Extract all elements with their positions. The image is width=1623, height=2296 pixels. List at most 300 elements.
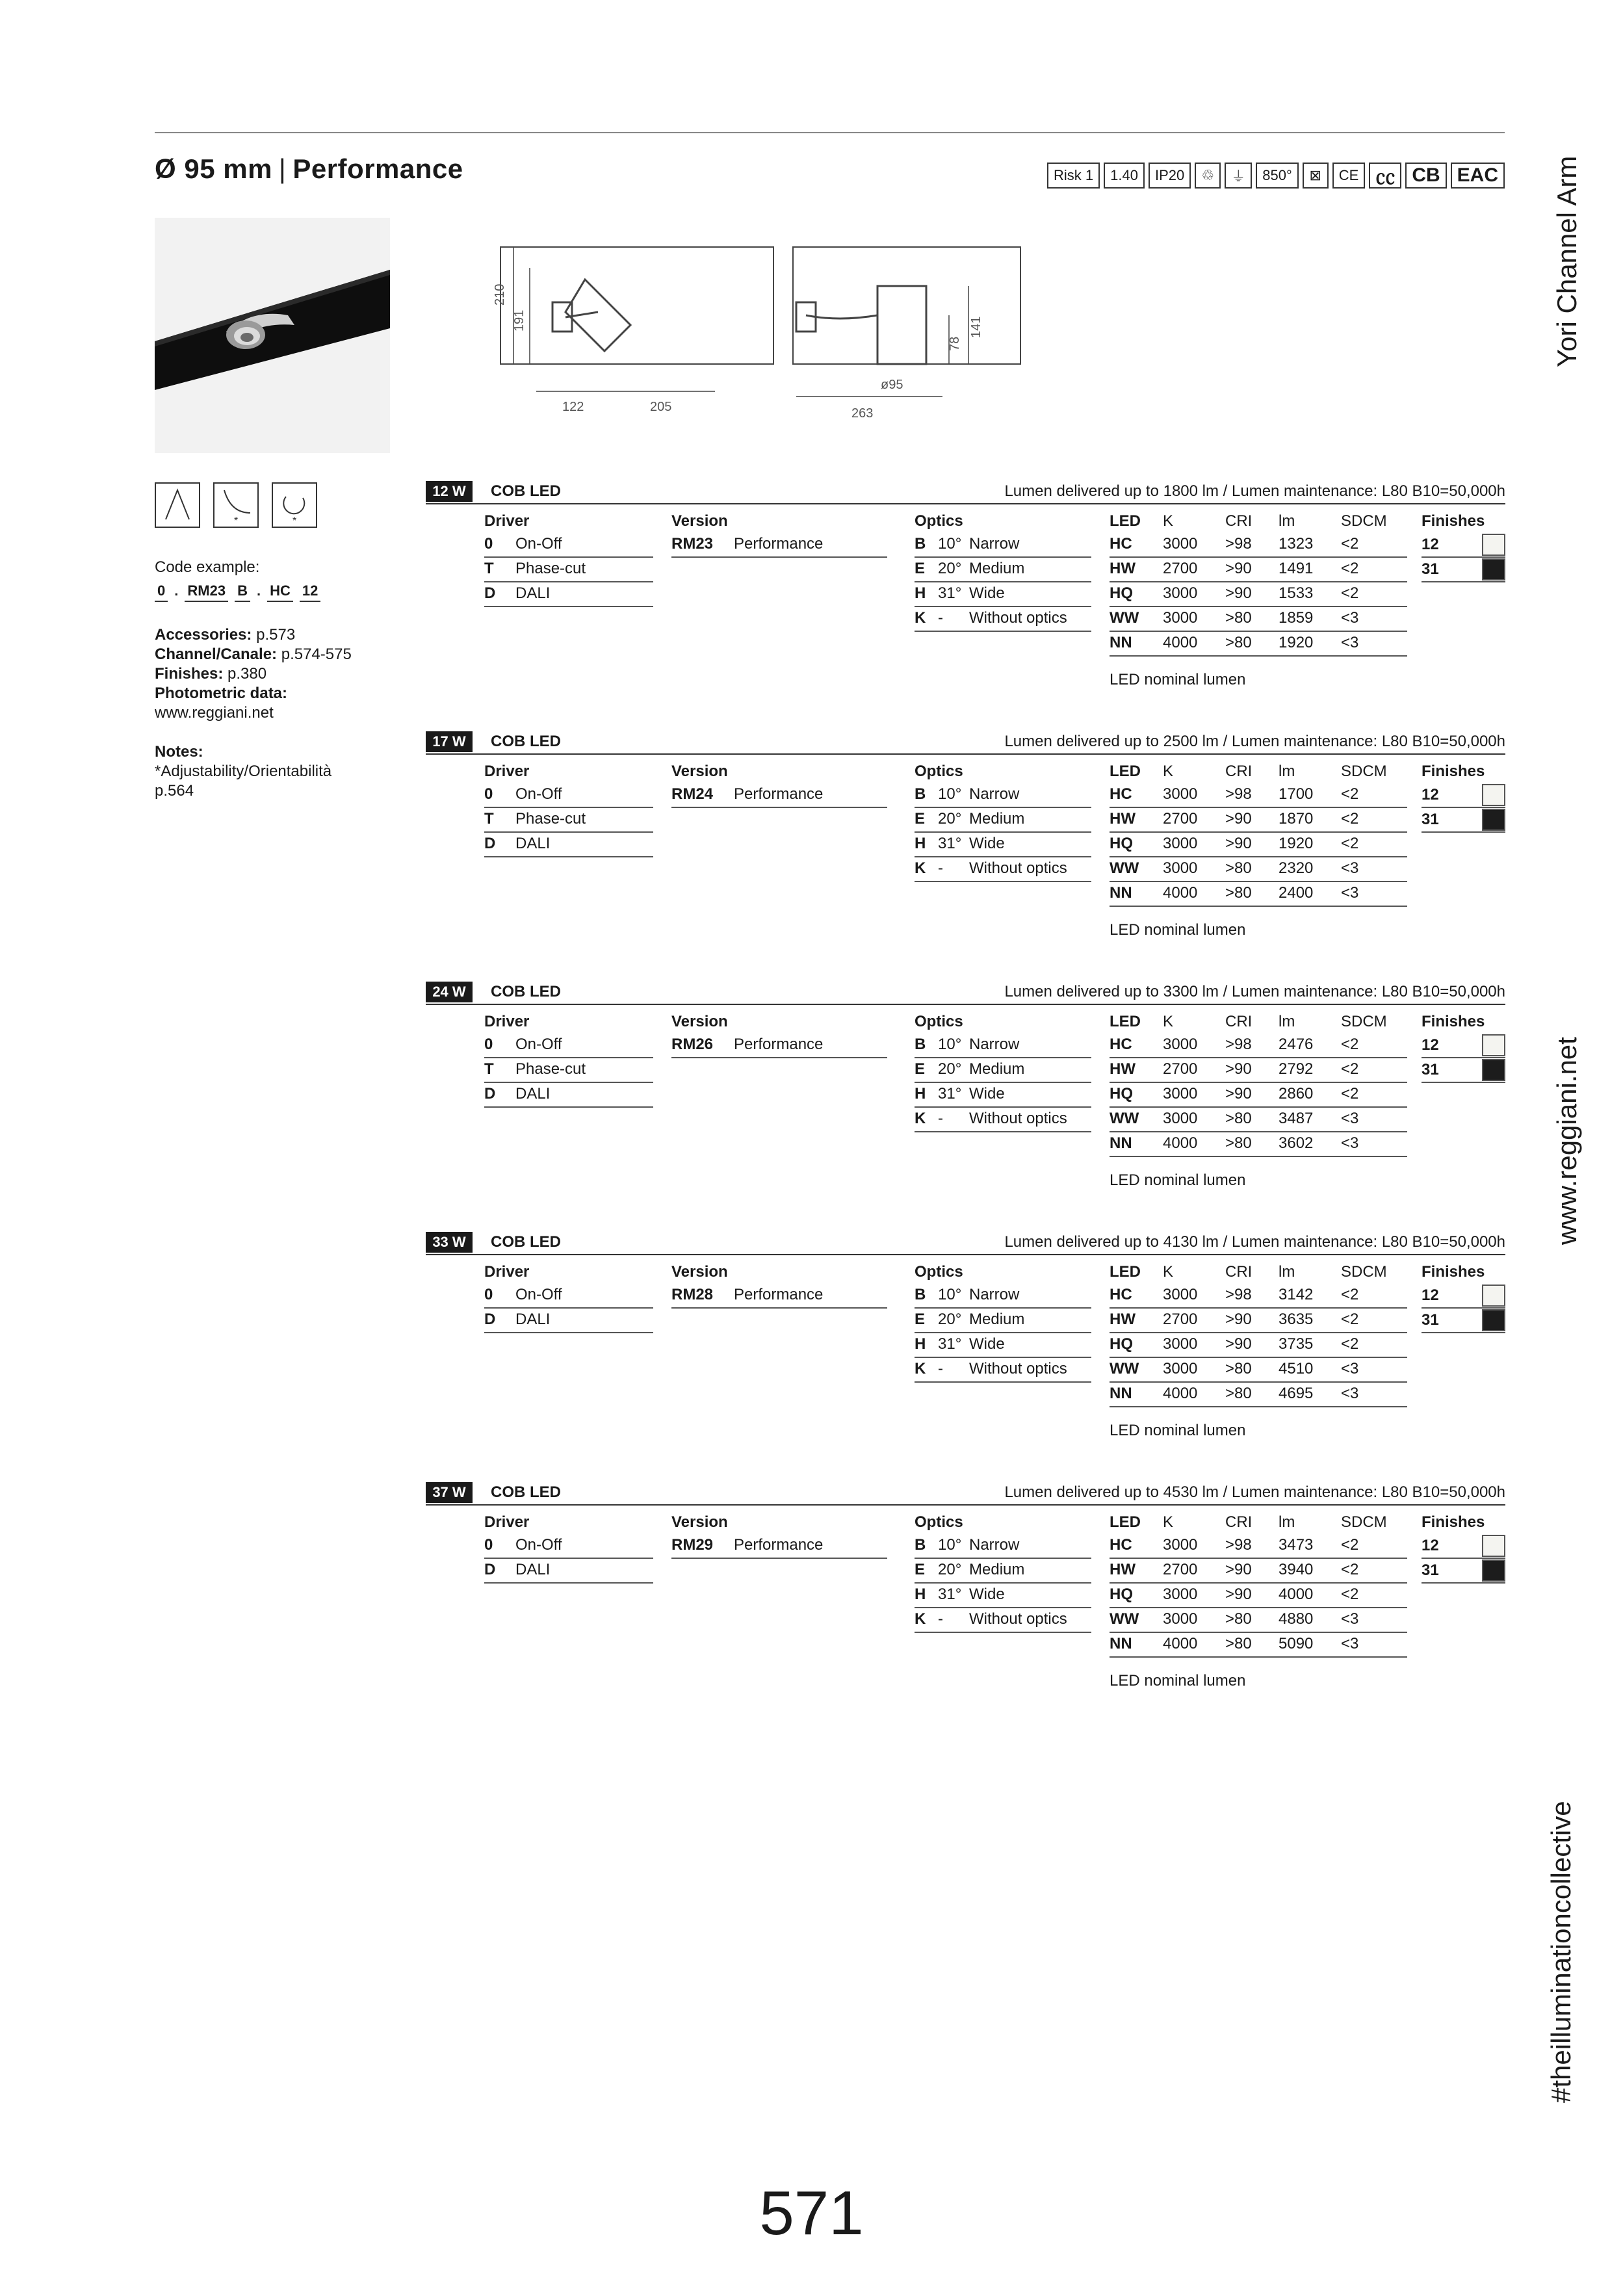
driver-row — [484, 558, 653, 582]
optics-name: Narrow — [969, 785, 1020, 803]
led-cell: <3 — [1341, 1610, 1359, 1628]
driver-row — [484, 1058, 653, 1083]
led-cell: >90 — [1225, 835, 1252, 852]
finishes-header: Finishes — [1422, 1513, 1485, 1531]
led-cell: <3 — [1341, 1110, 1359, 1127]
notes-line-1: *Adjustability/Orientabilità — [155, 763, 332, 780]
lumen-info: Lumen delivered up to 4530 lm / Lumen maintenance: L80 B10=50,000h — [1004, 1483, 1505, 1501]
led-header-sdcm: SDCM — [1341, 763, 1387, 780]
led-header-led: LED — [1110, 763, 1141, 780]
optics-name: Without optics — [969, 859, 1067, 877]
certification-badge: ⊠ — [1303, 163, 1329, 189]
code-part: 12 — [300, 581, 320, 602]
optics-name: Medium — [969, 1311, 1025, 1328]
led-row — [1110, 1534, 1407, 1559]
optics-name: Without optics — [969, 1610, 1067, 1628]
led-row — [1110, 1309, 1407, 1333]
optics-angle: 20° — [938, 1311, 962, 1328]
led-cell: 3000 — [1163, 535, 1198, 553]
driver-code: D — [484, 835, 496, 852]
optics-row — [915, 582, 1091, 607]
driver-name: On-Off — [515, 1036, 562, 1053]
driver-name: Phase-cut — [515, 810, 586, 828]
dim-122: 122 — [562, 400, 584, 414]
led-row — [1110, 1108, 1407, 1132]
driver-header: Driver — [484, 763, 530, 780]
led-cell: <3 — [1341, 1635, 1359, 1652]
driver-column — [484, 1010, 653, 1108]
optics-row — [915, 1608, 1091, 1633]
optics-name: Medium — [969, 810, 1025, 828]
code-part: B — [235, 581, 250, 602]
optics-angle: - — [938, 1610, 943, 1628]
product-section — [426, 731, 1505, 972]
version-name: Performance — [734, 1036, 824, 1053]
photometric-label: Photometric data: — [155, 685, 288, 702]
version-row — [671, 783, 887, 808]
led-row — [1110, 1584, 1407, 1608]
optics-code: H — [915, 584, 926, 602]
channel-ref — [155, 645, 352, 664]
led-cell: 2860 — [1279, 1085, 1314, 1102]
led-cell: 2700 — [1163, 810, 1198, 828]
led-cell: <3 — [1341, 884, 1359, 902]
led-header — [1110, 1010, 1407, 1034]
optics-code: B — [915, 785, 926, 803]
driver-header: Driver — [484, 1263, 530, 1281]
finishes-header: Finishes — [1422, 512, 1485, 530]
finish-row — [1422, 808, 1505, 833]
sidebar-website: www.reggiani.net — [1552, 1037, 1582, 1245]
version-header: Version — [671, 512, 728, 530]
finish-code: 31 — [1422, 1311, 1439, 1329]
accessories-label: Accessories: — [155, 626, 252, 644]
driver-name: DALI — [515, 1561, 551, 1578]
optics-row — [915, 1058, 1091, 1083]
driver-name: On-Off — [515, 785, 562, 803]
version-code: RM26 — [671, 1036, 714, 1053]
led-cell: <3 — [1341, 1385, 1359, 1402]
optics-row — [915, 1284, 1091, 1309]
led-header-led: LED — [1110, 1013, 1141, 1030]
references — [155, 625, 352, 723]
code-part: . — [174, 582, 179, 599]
led-cell: 3000 — [1163, 1110, 1198, 1127]
driver-name: DALI — [515, 835, 551, 852]
led-cell: 4000 — [1163, 884, 1198, 902]
optics-name: Narrow — [969, 1286, 1020, 1303]
led-row — [1110, 607, 1407, 632]
driver-code: T — [484, 810, 494, 828]
optics-name: Wide — [969, 835, 1005, 852]
led-cell: 3487 — [1279, 1110, 1314, 1127]
version-code: RM28 — [671, 1286, 714, 1303]
led-cell: 3000 — [1163, 1360, 1198, 1377]
led-cell: >90 — [1225, 1561, 1252, 1578]
led-cell: >80 — [1225, 1635, 1252, 1652]
led-row — [1110, 1058, 1407, 1083]
optics-name: Without optics — [969, 1360, 1067, 1377]
wattage-badge: 24 W — [426, 982, 473, 1002]
led-cell: 1870 — [1279, 810, 1314, 828]
optics-angle: 20° — [938, 810, 962, 828]
led-row — [1110, 1034, 1407, 1058]
certification-badge: 1.40 — [1104, 163, 1145, 189]
led-row — [1110, 1284, 1407, 1309]
driver-name: DALI — [515, 584, 551, 602]
led-cell: >80 — [1225, 1360, 1252, 1377]
led-row — [1110, 1633, 1407, 1658]
led-cell: >90 — [1225, 1311, 1252, 1328]
optics-code: K — [915, 859, 926, 877]
lumen-info: Lumen delivered up to 2500 lm / Lumen maintenance: L80 B10=50,000h — [1004, 733, 1505, 750]
led-cell: <3 — [1341, 859, 1359, 877]
optics-row — [915, 533, 1091, 558]
wattage-badge: 17 W — [426, 731, 473, 752]
led-cell: 3635 — [1279, 1311, 1314, 1328]
optics-angle: 10° — [938, 1536, 962, 1554]
finish-code: 31 — [1422, 560, 1439, 578]
beam-icon-graphic — [156, 484, 199, 527]
optics-header: Optics — [915, 1263, 963, 1281]
led-cell: 3000 — [1163, 785, 1198, 803]
certification-badge: ⏚ — [1225, 163, 1252, 189]
led-cell: >90 — [1225, 560, 1252, 577]
finish-swatch — [1482, 1559, 1505, 1582]
feature-icons — [155, 482, 317, 528]
optics-name: Narrow — [969, 1036, 1020, 1053]
led-cell: HC — [1110, 785, 1132, 803]
led-row — [1110, 882, 1407, 907]
dim-191: 191 — [512, 309, 526, 332]
code-part: RM23 — [185, 581, 228, 602]
led-header-cri: CRI — [1225, 763, 1253, 780]
accessories-ref — [155, 625, 352, 645]
led-cell: >98 — [1225, 1286, 1252, 1303]
led-cell: 2700 — [1163, 1060, 1198, 1078]
led-cell: 3000 — [1163, 609, 1198, 627]
led-cell: 3602 — [1279, 1134, 1314, 1152]
led-cell: NN — [1110, 634, 1132, 651]
optics-code: B — [915, 535, 926, 553]
version-row — [671, 1034, 887, 1058]
driver-name: Phase-cut — [515, 1060, 586, 1078]
finish-row — [1422, 533, 1505, 558]
svg-text:*: * — [292, 515, 297, 527]
led-column — [1110, 1511, 1407, 1690]
led-column — [1110, 1260, 1407, 1440]
driver-row — [484, 783, 653, 808]
lumen-info: Lumen delivered up to 1800 lm / Lumen maintenance: L80 B10=50,000h — [1004, 482, 1505, 500]
led-cell: WW — [1110, 1110, 1139, 1127]
led-cell: WW — [1110, 1360, 1139, 1377]
optics-name: Medium — [969, 1060, 1025, 1078]
optics-name: Narrow — [969, 535, 1020, 553]
optics-row — [915, 1534, 1091, 1559]
led-cell: >80 — [1225, 609, 1252, 627]
finish-row — [1422, 1034, 1505, 1058]
driver-header: Driver — [484, 1013, 530, 1030]
led-cell: HQ — [1110, 584, 1133, 602]
optics-code: B — [915, 1286, 926, 1303]
led-cell: NN — [1110, 884, 1132, 902]
led-row — [1110, 582, 1407, 607]
notes — [155, 742, 331, 801]
led-header-k: K — [1163, 1013, 1174, 1030]
led-cell: 3000 — [1163, 1585, 1198, 1603]
dim-78: 78 — [948, 336, 962, 351]
led-cell: 4000 — [1163, 634, 1198, 651]
photometric-value: www.reggiani.net — [155, 704, 274, 722]
led-cell: HQ — [1110, 1585, 1133, 1603]
led-row — [1110, 857, 1407, 882]
led-nominal-note: LED nominal lumen — [1110, 921, 1246, 939]
led-cell: <2 — [1341, 1561, 1359, 1578]
finish-swatch — [1482, 558, 1505, 581]
led-cell: 3000 — [1163, 1085, 1198, 1102]
led-cell: 4510 — [1279, 1360, 1314, 1377]
optics-code: E — [915, 1561, 926, 1578]
led-cell: 4000 — [1163, 1635, 1198, 1652]
led-cell: <2 — [1341, 1335, 1359, 1353]
driver-column — [484, 760, 653, 857]
dim-95: ø95 — [881, 378, 903, 392]
led-cell: HW — [1110, 810, 1136, 828]
optics-angle: 10° — [938, 1036, 962, 1053]
led-cell: <2 — [1341, 1585, 1359, 1603]
led-header-lm: lm — [1279, 1013, 1295, 1030]
optics-angle: 31° — [938, 1585, 962, 1603]
led-cell: 3940 — [1279, 1561, 1314, 1578]
section-header — [426, 1232, 1505, 1255]
led-cell: HC — [1110, 1036, 1132, 1053]
led-header-k: K — [1163, 763, 1174, 780]
rotation-icon-graphic — [273, 484, 316, 527]
led-cell: <3 — [1341, 1134, 1359, 1152]
optics-code: E — [915, 810, 926, 828]
led-row — [1110, 632, 1407, 657]
driver-code: 0 — [484, 535, 493, 553]
driver-name: DALI — [515, 1311, 551, 1328]
product-photo — [155, 218, 390, 453]
led-cell: 3000 — [1163, 835, 1198, 852]
version-row — [671, 1284, 887, 1309]
led-cell: 3000 — [1163, 584, 1198, 602]
channel-value: p.574-575 — [277, 646, 352, 663]
led-cell: 4000 — [1163, 1385, 1198, 1402]
led-cell: 1533 — [1279, 584, 1314, 602]
optics-angle: 31° — [938, 1085, 962, 1102]
led-row — [1110, 1333, 1407, 1358]
led-header-cri: CRI — [1225, 1513, 1253, 1531]
finishes-label: Finishes: — [155, 665, 224, 683]
version-column — [671, 1260, 887, 1309]
led-row — [1110, 833, 1407, 857]
optics-code: H — [915, 1085, 926, 1102]
finish-swatch — [1482, 1309, 1505, 1331]
channel-label: Channel/Canale: — [155, 646, 278, 663]
led-cell: <2 — [1341, 1311, 1359, 1328]
optics-code: E — [915, 1311, 926, 1328]
certification-badge: CE — [1332, 163, 1366, 189]
driver-row — [484, 808, 653, 833]
notes-line-2: p.564 — [155, 782, 194, 800]
notes-label: Notes: — [155, 743, 203, 761]
sidebar-hashtag: #theilluminationcollective — [1546, 1801, 1576, 2103]
led-cell: 3142 — [1279, 1286, 1314, 1303]
led-cell: >90 — [1225, 1060, 1252, 1078]
led-cell: 1323 — [1279, 535, 1314, 553]
product-section — [426, 1482, 1505, 1723]
optics-angle: 10° — [938, 1286, 962, 1303]
led-cell: >90 — [1225, 810, 1252, 828]
finish-code: 12 — [1422, 786, 1439, 803]
led-cell: 2700 — [1163, 1311, 1198, 1328]
dim-210: 210 — [493, 283, 507, 306]
optics-name: Medium — [969, 1561, 1025, 1578]
finish-swatch — [1482, 809, 1505, 831]
product-section — [426, 982, 1505, 1222]
beam-icon — [155, 482, 200, 528]
finishes-header: Finishes — [1422, 763, 1485, 780]
led-row — [1110, 783, 1407, 808]
cob-led-label: COB LED — [491, 482, 561, 500]
title-name: Performance — [292, 153, 463, 184]
lumen-info: Lumen delivered up to 3300 lm / Lumen maintenance: L80 B10=50,000h — [1004, 983, 1505, 1000]
driver-code: D — [484, 1561, 496, 1578]
rotation-icon — [272, 482, 317, 528]
finish-code: 12 — [1422, 536, 1439, 553]
driver-column — [484, 510, 653, 607]
led-nominal-note: LED nominal lumen — [1110, 1422, 1246, 1439]
optics-name: Wide — [969, 1585, 1005, 1603]
optics-angle: 10° — [938, 785, 962, 803]
cob-led-label: COB LED — [491, 733, 561, 750]
product-photo-image — [155, 218, 390, 453]
optics-angle: 10° — [938, 535, 962, 553]
optics-angle: 31° — [938, 1335, 962, 1353]
code-part: HC — [267, 581, 293, 602]
finish-row — [1422, 1559, 1505, 1584]
optics-angle: - — [938, 859, 943, 877]
led-cell: 3473 — [1279, 1536, 1314, 1554]
driver-row — [484, 1309, 653, 1333]
led-header-sdcm: SDCM — [1341, 1263, 1387, 1281]
led-cell: NN — [1110, 1134, 1132, 1152]
optics-code: B — [915, 1536, 926, 1554]
optics-row — [915, 808, 1091, 833]
led-header-k: K — [1163, 1513, 1174, 1531]
certification-badge: IP20 — [1149, 163, 1191, 189]
led-nominal-note: LED nominal lumen — [1110, 1171, 1246, 1189]
finishes-column — [1422, 1010, 1505, 1083]
finish-swatch — [1482, 784, 1505, 806]
finishes-header: Finishes — [1422, 1013, 1485, 1030]
optics-row — [915, 607, 1091, 632]
finishes-value: p.380 — [223, 665, 267, 683]
finish-swatch — [1482, 534, 1505, 556]
led-header-sdcm: SDCM — [1341, 1013, 1387, 1030]
led-cell: HW — [1110, 1561, 1136, 1578]
led-cell: >98 — [1225, 535, 1252, 553]
title-size: Ø 95 mm — [155, 153, 272, 184]
cob-led-label: COB LED — [491, 1483, 561, 1501]
driver-row — [484, 1284, 653, 1309]
driver-column — [484, 1260, 653, 1333]
driver-code: 0 — [484, 1036, 493, 1053]
optics-column — [915, 1511, 1091, 1633]
led-cell: 4880 — [1279, 1610, 1314, 1628]
section-header — [426, 731, 1505, 755]
led-cell: >80 — [1225, 1134, 1252, 1152]
code-example-parts — [155, 581, 320, 602]
led-row — [1110, 1383, 1407, 1407]
led-cell: 1920 — [1279, 835, 1314, 852]
led-cell: <3 — [1341, 1360, 1359, 1377]
driver-row — [484, 1559, 653, 1584]
certification-icons — [1047, 163, 1505, 191]
finish-code: 12 — [1422, 1036, 1439, 1054]
optics-row — [915, 1584, 1091, 1608]
optics-code: B — [915, 1036, 926, 1053]
dim-205: 205 — [650, 400, 672, 414]
led-header-k: K — [1163, 1263, 1174, 1281]
driver-code: 0 — [484, 785, 493, 803]
optics-code: K — [915, 1360, 926, 1377]
led-cell: >80 — [1225, 634, 1252, 651]
certification-badge: ㏄ — [1369, 163, 1401, 189]
led-header — [1110, 510, 1407, 533]
led-cell: WW — [1110, 1610, 1139, 1628]
driver-row — [484, 1034, 653, 1058]
led-header — [1110, 1260, 1407, 1284]
version-name: Performance — [734, 1286, 824, 1303]
optics-code: K — [915, 1110, 926, 1127]
led-cell: >98 — [1225, 785, 1252, 803]
section-header — [426, 1482, 1505, 1506]
finishes-column — [1422, 1260, 1505, 1333]
led-cell: <2 — [1341, 810, 1359, 828]
driver-code: D — [484, 584, 496, 602]
version-code: RM24 — [671, 785, 714, 803]
version-header: Version — [671, 1263, 728, 1281]
optics-row — [915, 833, 1091, 857]
led-header-k: K — [1163, 512, 1174, 530]
finish-code: 12 — [1422, 1286, 1439, 1304]
led-cell: <2 — [1341, 785, 1359, 803]
led-cell: 1491 — [1279, 560, 1314, 577]
driver-header: Driver — [484, 512, 530, 530]
version-row — [671, 533, 887, 558]
led-cell: >80 — [1225, 884, 1252, 902]
optics-column — [915, 760, 1091, 882]
adjustability-icon — [213, 482, 259, 528]
led-cell: <3 — [1341, 634, 1359, 651]
version-name: Performance — [734, 785, 824, 803]
optics-name: Wide — [969, 584, 1005, 602]
led-header-lm: lm — [1279, 763, 1295, 780]
led-column — [1110, 1010, 1407, 1190]
version-header: Version — [671, 1513, 728, 1531]
optics-row — [915, 1108, 1091, 1132]
led-cell: 2320 — [1279, 859, 1314, 877]
driver-name: On-Off — [515, 535, 562, 553]
code-example-label: Code example: — [155, 558, 260, 576]
led-header-led: LED — [1110, 1263, 1141, 1281]
led-cell: 1859 — [1279, 609, 1314, 627]
led-cell: >90 — [1225, 1335, 1252, 1353]
finish-swatch — [1482, 1535, 1505, 1557]
